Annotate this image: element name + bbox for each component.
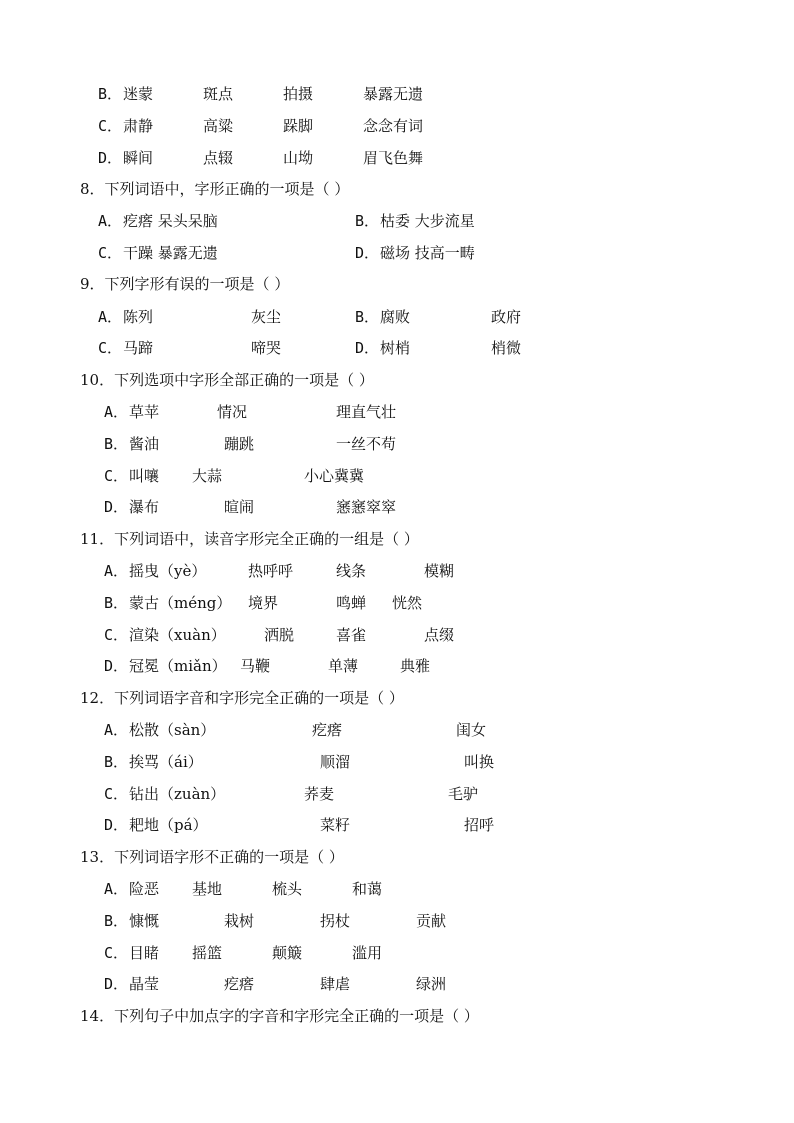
option-word: 疙瘩 (312, 721, 343, 739)
option-label: D． (355, 339, 380, 357)
option-word: 晶莹 (129, 975, 160, 993)
option-word: 点辍 (203, 149, 234, 167)
question-10-stem: 10．下列选项中字形全部正确的一项是（ ） (80, 371, 374, 389)
option-word: 点缀 (424, 626, 455, 644)
option-word: 钻出（zuàn） (129, 785, 226, 803)
option-label: B． (98, 85, 123, 103)
option-word: 山坳 (283, 149, 314, 167)
option-label: D． (355, 244, 380, 262)
option-label: A． (104, 403, 129, 421)
option-label: B． (355, 308, 380, 326)
option-word: 肆虐 (320, 975, 351, 993)
option-word: 理直气壮 (336, 403, 397, 421)
option-word: 草苹 (129, 403, 160, 421)
option-word: 摇曳（yè） (129, 562, 207, 580)
option-word: 疙瘩 (224, 975, 255, 993)
option-word: 热呼呼 (248, 562, 294, 580)
option-word: 高粱 (203, 117, 234, 135)
option-word: 梢微 (491, 339, 522, 357)
option-label: A． (98, 308, 123, 326)
option-word: 松散（sàn） (129, 721, 216, 739)
option-word: 目睹 (129, 944, 160, 962)
option-word: 喜雀 (336, 626, 367, 644)
option-label: B． (104, 594, 129, 612)
option-word: 拐杖 (320, 912, 351, 930)
option-label: B． (355, 212, 380, 230)
question-14-stem: 14．下列句子中加点字的字音和字形完全正确的一项是（ ） (80, 1007, 479, 1025)
option-word: 慷慨 (129, 912, 160, 930)
option-word: 小心冀冀 (304, 467, 365, 485)
option-label: D． (104, 498, 129, 516)
option-word: 滥用 (352, 944, 383, 962)
option-word: 树梢 (380, 339, 411, 357)
option-label: C． (104, 944, 129, 962)
option-word: 一丝不苟 (336, 435, 397, 453)
option-word: 陈列 (123, 308, 154, 326)
option-label: C． (98, 244, 123, 262)
option-word: 险恶 (129, 880, 160, 898)
option-word: 境界 (248, 594, 279, 612)
option-word: 疙瘩 呆头呆脑 (123, 212, 218, 230)
option-word: 窸窸窣窣 (336, 498, 397, 516)
option-word: 情况 (217, 403, 248, 421)
option-word: 毛驴 (448, 785, 479, 803)
option-word: 瀑布 (129, 498, 160, 516)
option-word: 肃静 (123, 117, 154, 135)
option-word: 跺脚 (283, 117, 314, 135)
option-word: 和蔼 (352, 880, 383, 898)
question-9-stem: 9．下列字形有误的一项是（ ） (80, 275, 290, 293)
option-word: 梳头 (272, 880, 303, 898)
option-word: 招呼 (464, 816, 495, 834)
option-label: D． (104, 816, 129, 834)
option-word: 渲染（xuàn） (129, 626, 226, 644)
option-label: A． (104, 721, 129, 739)
option-word: 暴露无遗 (363, 85, 424, 103)
option-word: 马蹄 (123, 339, 154, 357)
option-word: 酱油 (129, 435, 160, 453)
option-label: A． (104, 562, 129, 580)
option-word: 腐败 (380, 308, 411, 326)
option-word: 叫嚷 (129, 467, 160, 485)
option-word: 模糊 (424, 562, 455, 580)
option-label: C． (104, 467, 129, 485)
option-word: 干躁 暴露无遗 (123, 244, 218, 262)
option-label: C． (104, 785, 129, 803)
option-word: 摇篮 (192, 944, 223, 962)
option-word: 暄闹 (224, 498, 255, 516)
question-11-stem: 11．下列词语中，读音字形完全正确的一组是（ ） (80, 530, 419, 548)
option-word: 蒙古（méng） (129, 594, 232, 612)
option-label: B． (104, 753, 129, 771)
option-word: 大蒜 (192, 467, 223, 485)
option-word: 绿洲 (416, 975, 447, 993)
option-word: 栽树 (224, 912, 255, 930)
option-word: 鸣蝉 (336, 594, 367, 612)
option-word: 啼哭 (251, 339, 282, 357)
option-word: 基地 (192, 880, 223, 898)
option-word: 马鞭 (240, 657, 271, 675)
option-word: 颠簸 (272, 944, 303, 962)
option-word: 荞麦 (304, 785, 335, 803)
option-word: 瞬间 (123, 149, 154, 167)
option-label: A． (98, 212, 123, 230)
option-word: 迷蒙 (123, 85, 154, 103)
option-word: 闺女 (456, 721, 487, 739)
option-word: 典雅 (400, 657, 431, 675)
option-word: 念念有词 (363, 117, 424, 135)
option-word: 磁场 技高一畴 (380, 244, 475, 262)
question-8-stem: 8．下列词语中，字形正确的一项是（ ） (80, 180, 350, 198)
option-word: 斑点 (203, 85, 234, 103)
option-label: D． (98, 149, 123, 167)
question-12-stem: 12．下列词语字音和字形完全正确的一项是（ ） (80, 689, 404, 707)
option-word: 政府 (491, 308, 522, 326)
option-label: A． (104, 880, 129, 898)
option-label: B． (104, 435, 129, 453)
option-word: 贡献 (416, 912, 447, 930)
option-word: 叫换 (464, 753, 495, 771)
option-word: 挨骂（ái） (129, 753, 203, 771)
question-13-stem: 13．下列词语字形不正确的一项是（ ） (80, 848, 344, 866)
option-word: 菜籽 (320, 816, 351, 834)
option-word: 拍摄 (283, 85, 314, 103)
option-label: D． (104, 657, 129, 675)
option-label: C． (98, 117, 123, 135)
option-word: 枯委 大步流星 (380, 212, 475, 230)
option-word: 灰尘 (251, 308, 282, 326)
option-word: 单薄 (328, 657, 359, 675)
option-label: C． (98, 339, 123, 357)
option-word: 眉飞色舞 (363, 149, 424, 167)
option-word: 蹦跳 (224, 435, 255, 453)
option-word: 恍然 (392, 594, 423, 612)
option-word: 线条 (336, 562, 367, 580)
option-word: 耙地（pá） (129, 816, 208, 834)
option-label: C． (104, 626, 129, 644)
option-label: D． (104, 975, 129, 993)
option-word: 洒脱 (264, 626, 295, 644)
option-word: 冠冕（miǎn） (129, 657, 227, 675)
option-label: B． (104, 912, 129, 930)
option-word: 顺溜 (320, 753, 351, 771)
